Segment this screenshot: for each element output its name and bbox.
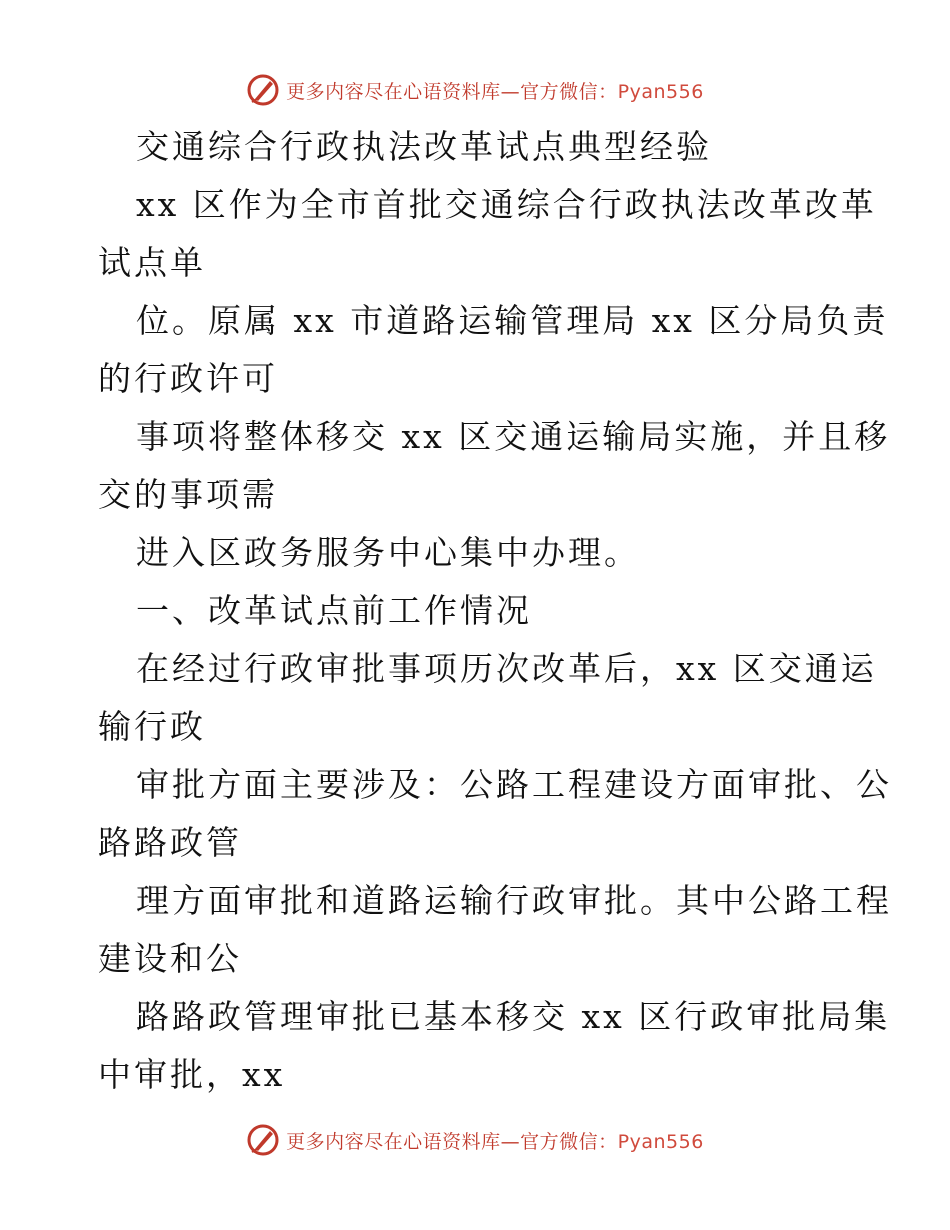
banner-wechat-id: Pyan556 [617,1130,704,1153]
text-line: 路路政管理审批已基本移交 xx 区行政审批局集 [136,997,891,1036]
text-line: 审批方面主要涉及：公路工程建设方面审批、公 [136,765,892,804]
text-line: 交通综合行政执法改革试点典型经验 [136,127,712,166]
text-line: 中审批，xx [98,1055,286,1094]
text-line: 建设和公 [98,939,242,978]
text-line: 在经过行政审批事项历次改革后，xx 区交通运 [136,649,877,688]
text-line: 进入区政务服务中心集中办理。 [136,533,640,572]
document-body [98,118,892,1104]
text-line: 事项将整体移交 xx 区交通运输局实施，并且移 [136,417,891,456]
text-line: 理方面审批和道路运输行政审批。其中公路工程 [136,881,892,920]
text-line: 的行政许可 [98,359,278,398]
banner-slogan: 更多内容尽在心语资料库—官方微信： [286,1130,618,1153]
text-line: 位。原属 xx 市道路运输管理局 xx 区分局负责 [136,301,889,340]
text-line: 路路政管 [98,823,242,862]
quill-pen-logo-icon [246,1123,280,1157]
text-line: 试点单 [98,243,206,282]
banner-text [286,1127,704,1154]
text-line: xx 区作为全市首批交通综合行政执法改革改革 [136,185,877,224]
footer-banner [0,1120,950,1160]
text-line: 输行政 [98,707,206,746]
banner-slogan: 更多内容尽在心语资料库—官方微信： [286,80,618,103]
text-line: 交的事项需 [98,475,278,514]
text-line: 一、改革试点前工作情况 [136,591,532,630]
banner-text [286,77,704,104]
header-banner [0,70,950,110]
quill-pen-logo-icon [246,73,280,107]
banner-wechat-id: Pyan556 [617,80,704,103]
